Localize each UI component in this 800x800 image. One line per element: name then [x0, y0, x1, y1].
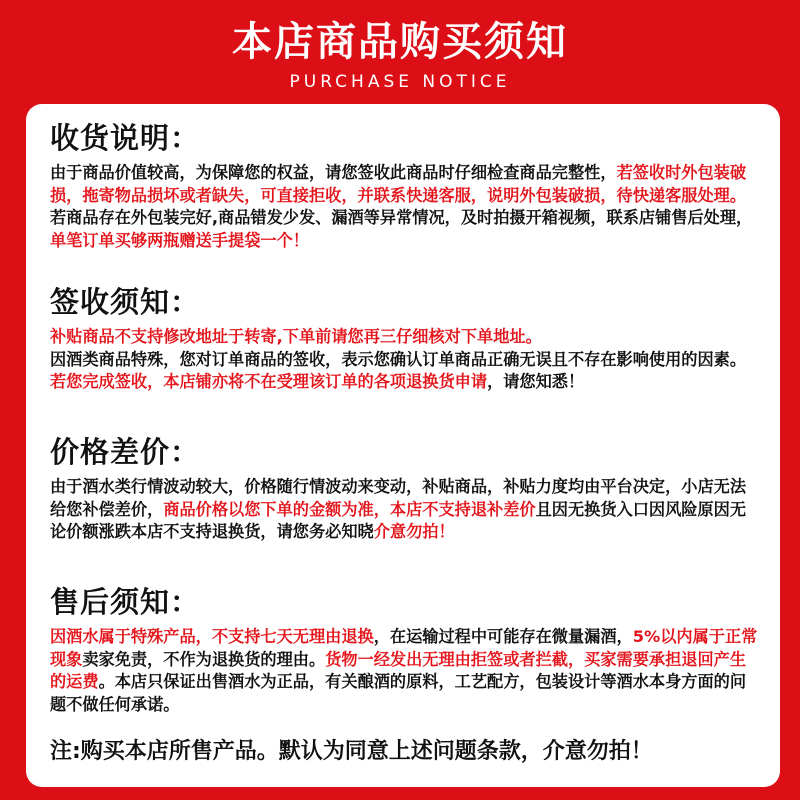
header-banner — [0, 0, 800, 104]
text-run: 由于酒水类行情波动较大，价格随行情波动来变动，补贴商品，补贴力度均由平台决定，小店无法给您补偿差价， — [50, 477, 747, 519]
highlight-text-run: 介意勿拍！ — [373, 522, 455, 541]
section-after-sales — [50, 584, 762, 716]
section-receiving-instructions — [50, 120, 762, 252]
highlight-text-run: 若签收时外包装破损，拖寄物品损坏或者缺失，可直接拒收，并联系快递客服，说明外包装破损，待快递客服处理。 — [50, 163, 747, 205]
section-title: 签收须知： — [50, 285, 201, 319]
section-signing-notice — [50, 284, 762, 394]
section-title: 收货说明： — [50, 121, 201, 155]
notice-card — [26, 104, 780, 787]
highlight-text-run: 5%以内属于正常现象 — [50, 627, 758, 669]
section-title: 售后须知： — [50, 585, 201, 619]
page-subtitle: PURCHASE NOTICE — [289, 72, 511, 92]
highlight-text-run: 商品价格以您下单的金额为准，本店不支持退补差价 — [163, 499, 536, 519]
text-run: ，在运输过程中可能存在微量漏酒， — [373, 627, 633, 646]
highlight-text-run: 因酒水属于特殊产品，不支持七天无理由退换 — [50, 627, 374, 646]
section-title: 价格差价： — [50, 435, 201, 469]
text-run: 由于商品价值较高，为保障您的权益，请您签收此商品时仔细检查商品完整性， — [50, 163, 617, 182]
paragraph — [50, 326, 762, 349]
paragraph — [50, 476, 762, 544]
highlight-text-run: 货物一经发出无理由拒签或者拦截，买家需要承担退回产生的运费 — [50, 649, 747, 691]
section-price-difference — [50, 434, 762, 544]
highlight-text-run: 补贴商品不支持修改地址于转寄,下单前请您再三仔细核对下单地址。 — [50, 327, 542, 346]
paragraph — [50, 207, 762, 252]
text-run: 。本店只保证出售酒水为正品，有关酿酒的原料，工艺配方，包装设计等酒水本身方面的问题不做任何承诺。 — [50, 672, 747, 714]
highlight-text-run: 单笔订单买够两瓶赠送手提袋一个！ — [50, 230, 309, 250]
text-run: 因酒类商品特殊，您对订单商品的签收，表示您确认订单商品正确无误且不存在影响使用的因素。 — [50, 349, 747, 369]
highlight-text-run: 若您完成签收，本店铺亦将不在受理该订单的各项退换货申请 — [50, 372, 488, 391]
text-run: 且因无换货入口因风险原因无论价额涨跌本店不支持退换货，请您务必知晓 — [50, 499, 747, 541]
paragraph — [50, 626, 762, 716]
text-run: 卖家免责，不作为退换货的理由。 — [82, 649, 326, 669]
page-title: 本店商品购买须知 — [232, 19, 568, 65]
text-run: 若商品存在外包装完好,商品错发少发、漏酒等异常情况，及时拍摄开箱视频，联系店铺售后处理， — [50, 208, 753, 227]
paragraph — [50, 349, 762, 394]
paragraph — [50, 162, 762, 207]
text-run: ，请您知悉！ — [487, 372, 585, 391]
footer-disclaimer: 注:购买本店所售产品。默认为同意上述问题条款，介意勿拍！ — [50, 739, 653, 764]
